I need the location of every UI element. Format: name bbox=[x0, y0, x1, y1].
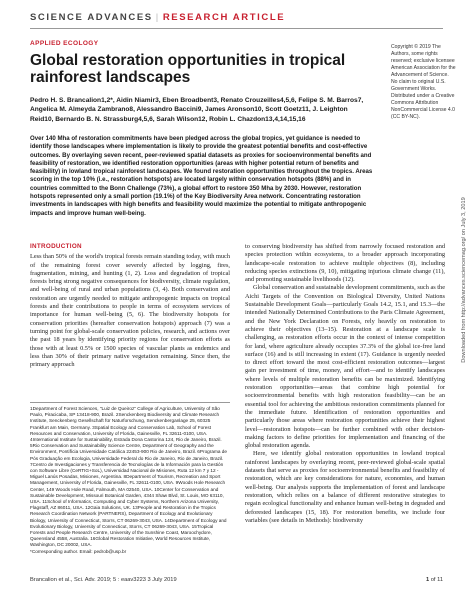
author-list: Pedro H. S. Brancalion1,2*, Aidin Niamir3, Eben Broadbent3, Renato Crouzeilles4,5,6, Felipe S. M. Barros7, Angelica M. Almeyda Zambrano8, Alessandro Baccini9, James Aronson10, Scott Goetz11, J. Leighton Reid10, Bernardo B. N. Strassburg4,5,6, Sarah Wilson12, Robin L. Chazdon13,4,14,15,16 bbox=[30, 97, 364, 123]
body-paragraph-3: Here, we identify global restoration opportunities in lowland tropical rainforest landscapes by overlaying recent, peer-reviewed global-scale spatial datasets that serve as proxies for socioenvironmental benefits and feasibility of restoration, which are key considerations for nature, economies, and human well-being. Our analysis supports the implementation of forest and landscape restoration, which relies on a balance of different restorative strategies to regain ecological functionality and enhance human well-being in degraded and deforested landscapes (15, 18). For restoration benefits, we include four variables (see details in Methods): biodiversity bbox=[245, 450, 445, 524]
citation: Brancalion et al., Sci. Adv. 2019; 5 : eaav3223 3 July 2019 bbox=[30, 577, 177, 583]
journal-name: SCIENCE ADVANCES bbox=[30, 12, 153, 23]
header-rule bbox=[30, 28, 443, 29]
intro-paragraph: Less than 50% of the world's tropical forests remain standing today, with much of the remaining forest cover severely affected by logging, fires, fragmentation, mining, and hunting (1, 2). Loss and degradation of tropical forests bring strong negative consequences for biodiversity, climate regulation, and well-being of rural and urban populations (3, 4). Both conservation and restoration are urgently needed to mitigate anthropogenic impacts on tropical forests and their contributions to people in terms of ecosystem services of importance for human well-being (5, 6). The biodiversity hotspots for conservation priorities (hereafter conservation hotspots) approach (7) was a turning point for global-scale conservation policies, research, and actions over the past 18 years by identifying priority regions for conservation efforts as those with at least 0.5% or 1500 species of vascular plants as endemics and less than 30% of their primary native vegetation remaining. Since then, the primary approach bbox=[30, 253, 230, 369]
article-title: Global restoration opportunities in tropical rainforest landscapes bbox=[30, 52, 346, 86]
abstract: Over 140 Mha of restoration commitments have been pledged across the global tropics, yet guidance is needed to identify those landscapes where implementation is likely to provide the greatest potential benefits and cost-effective outcomes. By overlaying seven recent, peer-reviewed spatial datasets as proxies for socioenvironmental benefits and feasibility of restoration, we identified restoration opportunities (areas with higher potential return of benefits and feasibility) in lowland tropical rainforest landscapes. We found restoration opportunities throughout the tropics. Areas scoring in the top 10% (i.e., restoration hotspots) are located largely within conservation hotspots (88%) and in countries committed to the Bonn Challenge (73%), a global effort to restore 350 Mha by 2030. However, restoration hotspots represented only a small portion (19.1%) of the Key Biodiversity Area network. Concentrating restoration investments in landscapes with high benefits and feasibility would maximize the potential to mitigate anthropogenic impacts and improve human well-being. bbox=[30, 135, 373, 217]
intro-heading: INTRODUCTION bbox=[30, 243, 82, 250]
affiliations-text: 1Department of Forest Sciences, "Luiz de Queiroz" College of Agriculture, University of São Paulo, Piracicaba, SP 13418-900, Brazil. 2Senckenberg Biodiversity and Climate Research Institute, Senckenberg Gesellschaft für Naturforschung, Senckenberganlage 25, 60325 Frankfurt am Main, Germany. 3Spatial Ecology and Conservation Lab, School of Forest Resources and Conservation, University of Florida, Gainesville, FL 32611-0100, USA. 4International Institute for Sustainability, Estrada Dona Castorina 124, Rio de Janeiro, Brazil. 5Rio Conservation and Sustainability Science Centre, Department of Geography and the Environment, Pontifícia Universidade Católica 22453-900 Rio de Janeiro, Brazil. 6Programa de Pós Graduação em Ecologia, Universidade Federal do Rio de Janeiro, Rio de Janeiro, Brazil. 7Centro de Investigaciones y Transferencia de Tecnologías de la Información para la Gestión con Software Libre (CeRTIG+SoL), Universidad Nacional de Misiones, Ruta 12 km 7 y 12 - Miguel Lanús Posadas, Misiones, Argentina. 8Department of Tourism, Recreation and Sport Management, University of Florida, Gainesville, FL 32611-0100, USA. 9Woods Hole Research Center, 149 Woods Hole Road, Falmouth, MA 02540, USA. 10Center for Conservation and Sustainable Development, Missouri Botanical Garden, 4344 Shaw Blvd, St. Louis, MO 63110, USA. 11School of Informatics, Computing and Cyber Systems, Northern Arizona University, Flagstaff, AZ 86011, USA. 12Gaia Solutions, UK. 13People and Restoration in the Tropics Research Coordination Network (PARTNERS), Department of Ecology and Evolutionary Biology, University of Connecticut, Storrs, CT 06269-3043, USA. 14Department of Ecology and Evolutionary Biology, University of Connecticut, Storrs, CT 06269-3043, USA. 15Tropical Forests and People Research Centre, University of the Sunshine Coast, Maroochydore, Queensland 4558, Australia. 16Global Restoration Initiative, World Resources Institute, Washington, DC 20002, USA. bbox=[30, 406, 227, 548]
copyright-note: Copyright © 2019 The Authors, some rights reserved; exclusive licensee American Association for the Advancement of Science. No claim to original U.S. Government Works. Distributed under a Creative Commons Attribution NonCommercial License 4.0 (CC BY-NC). bbox=[391, 44, 456, 120]
affiliations bbox=[30, 402, 230, 555]
page-total: 11 bbox=[437, 577, 443, 583]
left-column bbox=[30, 243, 230, 369]
journal-header bbox=[30, 12, 285, 23]
page-number bbox=[426, 577, 443, 583]
header-separator: | bbox=[155, 12, 160, 23]
article-type: RESEARCH ARTICLE bbox=[162, 12, 286, 23]
body-paragraph-2: Global conservation and sustainable development commitments, such as the Aichi Targets of the Convention on Biological Diversity, United Nations Sustainable Development Goals—particularly Goals 14.2, 15.1, and 15.3—the intended Nationally Determined Contributions to the Paris Climate Agreement, and the New York Declaration on Forests, rely heavily on restoration to achieve their objectives (13–15). Restoration at a landscape scale is challenging, as restoration efforts occur in the context of intense competition for land, where agriculture already occupies 37.3% of the global ice-free land surface (16) and is still increasing in extent (17). Guidance is urgently needed to direct effort toward the most cost-efficient restoration outcomes—largest gain per investment of time, money, and effort—and to identify landscapes where levels of multiple restoration benefits can be maximized. Identifying restoration opportunities—areas that combine high potential for socioenvironmental benefits with high restoration feasibility—can be an essential tool for achieving the ambitious restoration commitments planned for the immediate future. Identification of restoration opportunities and particularly those areas where restoration opportunities achieve their highest level—restoration hotspots—can be further combined with other decision-making factors to define priorities for implementation and financing of the global restoration agenda. bbox=[245, 284, 445, 450]
page-current: 1 bbox=[425, 577, 430, 583]
article-category: APPLIED ECOLOGY bbox=[30, 40, 99, 47]
download-watermark bbox=[459, 140, 469, 420]
body-paragraph-1: to conserving biodiversity has shifted from narrowly focused restoration and species protection within ecosystems, to a broader approach incorporating landscape-scale restoration to achieve multiple objectives (8), including reducing species extinctions (9, 10), mitigating injurious climate change (11), and promoting sustainable livelihoods (12). bbox=[245, 243, 445, 284]
page-of: of bbox=[430, 577, 436, 583]
right-column bbox=[245, 243, 445, 525]
corresponding-author: *Corresponding author. Email: pedrob@usp.br bbox=[30, 548, 127, 554]
download-note: Downloaded from http://advances.sciencemag.org/ on July 3, 2019 bbox=[461, 197, 467, 363]
